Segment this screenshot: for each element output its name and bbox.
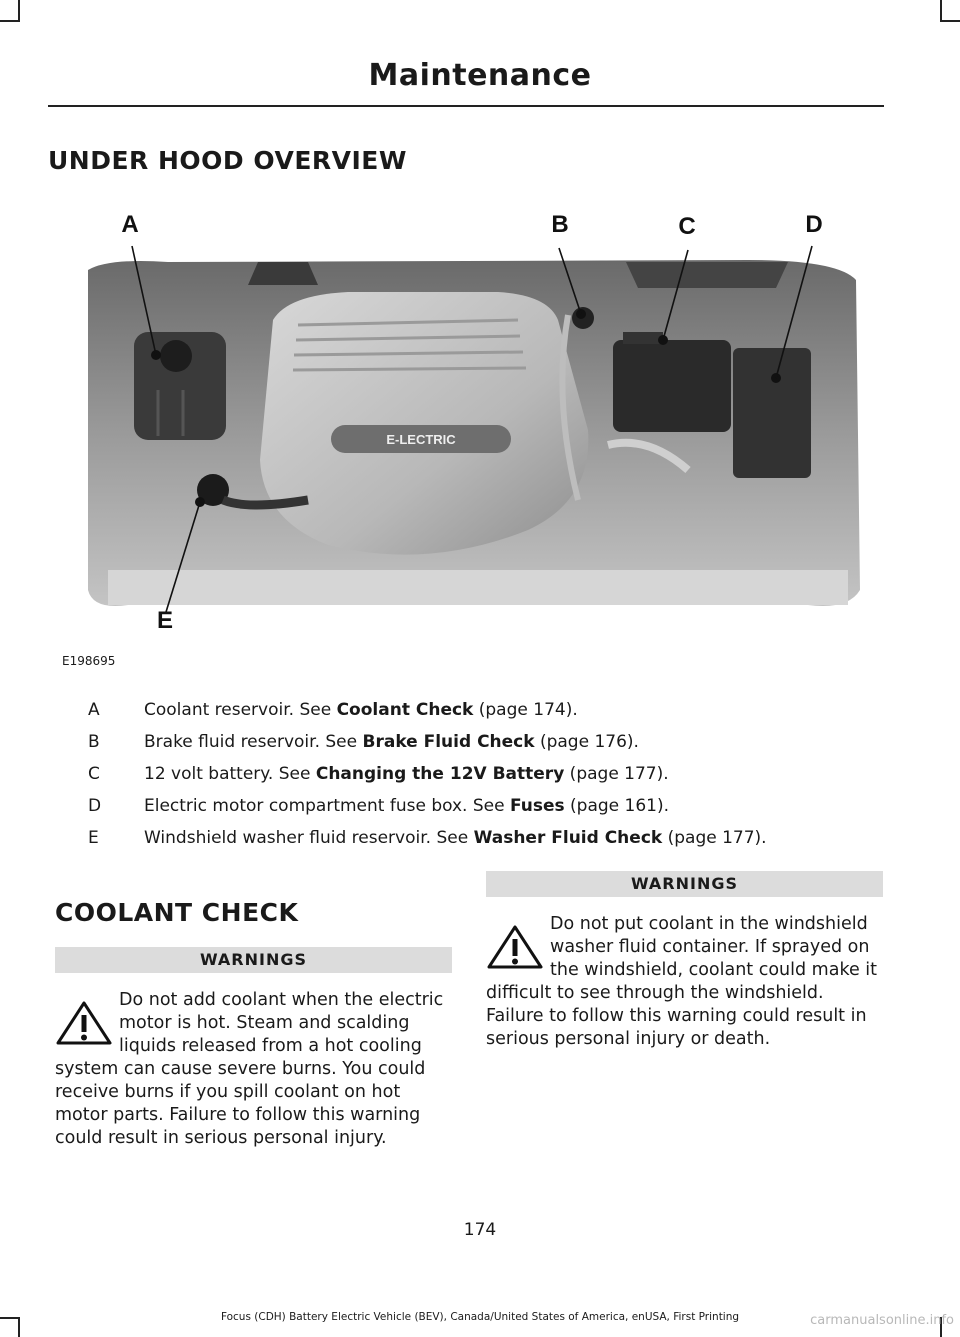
legend-key: C	[88, 764, 100, 784]
legend-row	[88, 828, 884, 860]
crop-mark	[940, 20, 960, 22]
warning-box-left	[55, 947, 452, 1150]
legend-text: Brake fluid reservoir. See Brake Fluid Check (page 176).	[144, 732, 639, 752]
cross-reference-link[interactable]: Washer Fluid Check	[473, 828, 663, 848]
battery-12v	[613, 340, 731, 432]
crop-mark	[0, 20, 20, 22]
watermark: carmanualsonline.info	[810, 1313, 954, 1328]
footer-text: Focus (CDH) Battery Electric Vehicle (BEV), Canada/United States of America, enUSA, First Printing	[220, 1311, 740, 1323]
legend-text: 12 volt battery. See Changing the 12V Battery (page 177).	[144, 764, 669, 784]
legend-row	[88, 764, 884, 796]
fuse-box	[733, 348, 811, 478]
callout-c: C	[678, 213, 696, 240]
legend-row	[88, 796, 884, 828]
crop-mark	[18, 0, 20, 22]
page-header-title: Maintenance	[368, 58, 592, 93]
section-title-coolant-check: COOLANT CHECK	[55, 898, 299, 927]
legend-row	[88, 700, 884, 732]
warning-body	[486, 913, 883, 1051]
under-hood-illustration	[48, 200, 884, 670]
warning-text: Do not add coolant when the electric motor is hot. Steam and scalding liquids released from a hot cooling system can cause severe burns. You could receive burns if you spill coolant on hot motor parts. Failure to follow this warning could result in serious personal injury.	[55, 990, 444, 1148]
legend-text: Electric motor compartment fuse box. See Fuses (page 161).	[144, 796, 670, 816]
warning-body	[55, 989, 452, 1150]
callout-b: B	[551, 211, 569, 238]
legend	[88, 700, 884, 860]
warning-text: Do not put coolant in the windshield washer fluid container. If sprayed on the windshield, coolant could make it difficult to see through the windshield. Failure to follow this warning could result in serious personal injury or death.	[486, 914, 878, 1049]
warning-triangle-icon	[55, 999, 113, 1047]
crop-mark	[940, 0, 942, 22]
warning-triangle-icon	[486, 923, 544, 971]
cross-reference-link[interactable]: Changing the 12V Battery	[315, 764, 565, 784]
cross-reference-link[interactable]: Brake Fluid Check	[362, 732, 535, 752]
callout-d: D	[805, 211, 823, 238]
legend-text: Windshield washer fluid reservoir. See Washer Fluid Check (page 177).	[144, 828, 767, 848]
legend-text: Coolant reservoir. See Coolant Check (page 174).	[144, 700, 578, 720]
cross-reference-link[interactable]: Coolant Check	[336, 700, 474, 720]
cross-reference-link[interactable]: Fuses	[509, 796, 565, 816]
figure-id: E198695	[62, 654, 116, 668]
page-number: 174	[463, 1220, 497, 1240]
header-rule	[48, 105, 884, 107]
legend-row	[88, 732, 884, 764]
warning-heading: WARNINGS	[55, 947, 452, 973]
motor-cover	[260, 292, 588, 555]
callout-e: E	[156, 607, 174, 634]
section-title-under-hood: UNDER HOOD OVERVIEW	[48, 146, 407, 175]
legend-key: D	[88, 796, 102, 816]
legend-key: B	[88, 732, 100, 752]
warning-box-right	[486, 871, 883, 1051]
svg-text:E-LECTRIC: E-LECTRIC	[386, 432, 456, 447]
legend-key: E	[88, 828, 99, 848]
warning-heading: WARNINGS	[486, 871, 883, 897]
callout-a: A	[121, 211, 139, 238]
legend-key: A	[88, 700, 100, 720]
